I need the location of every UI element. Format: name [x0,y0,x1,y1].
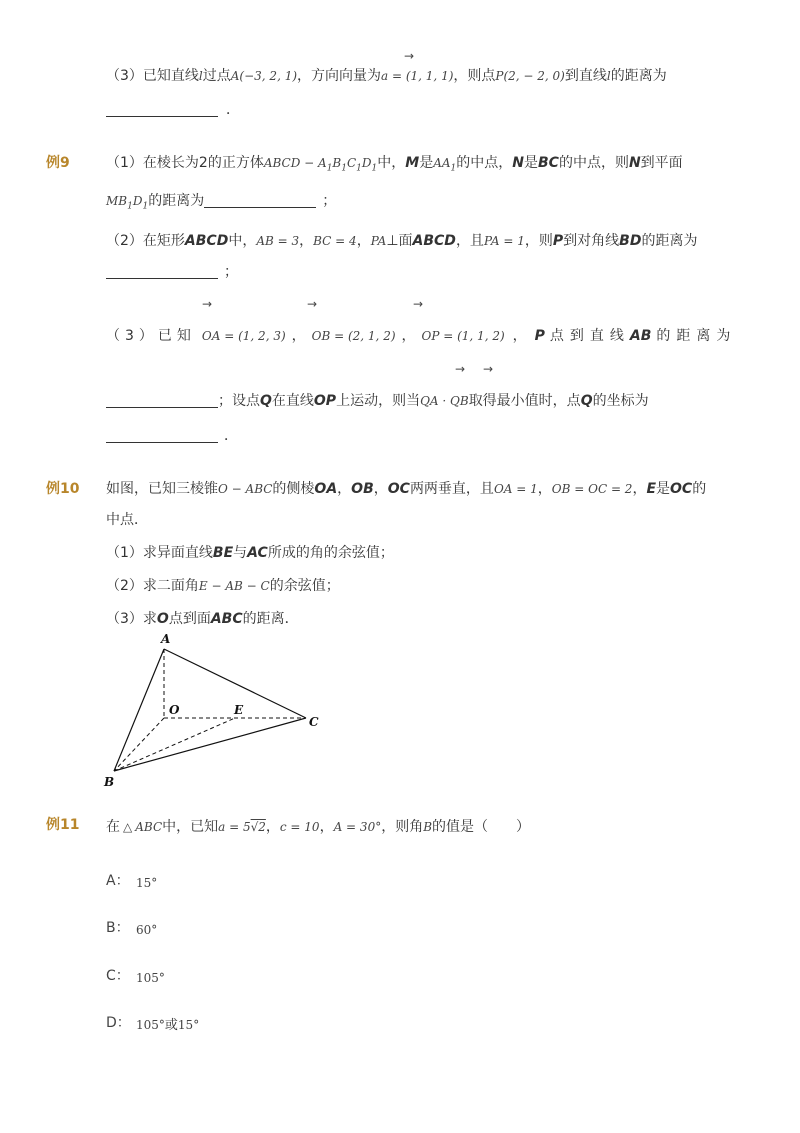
text: 到平面 [640,155,683,171]
vector-a: a = (1, 1, 1) [381,69,454,83]
edge-a-b [114,649,164,771]
line-op: OP [313,393,337,409]
pyramid-figure [100,630,330,795]
text: 是 [524,155,538,171]
option-label: B： [106,920,130,936]
text: 的中点，则 [558,155,629,171]
prev-q3-line1 [106,66,667,86]
example-10-tag: 例10 [46,481,80,497]
ex10-line1 [106,479,706,499]
point-p: P(2, − 2, 0) [495,69,565,83]
angle-a-value: A = 30° [333,820,382,834]
text: 中， [377,155,406,171]
text: 的中点， [456,155,513,171]
line-be: BE [212,545,234,561]
point-e: E [646,481,657,497]
text: 中点． [106,512,148,528]
answer-blank[interactable] [106,102,218,117]
vector-arrow-op: → [413,297,424,311]
bc-value: BC = 4 [313,234,357,248]
vector-arrow-a: → [404,49,415,63]
ex9-part3-line1 [106,326,736,346]
text: ； [322,193,337,209]
dihedral-angle: E − AB − C [198,579,270,593]
plane-mb1d1: $MB_1D_1$ [106,194,149,212]
vector-arrow-ob: → [307,297,318,311]
text: （3）已知直线 [106,68,199,84]
point-q: Q [580,393,593,409]
edge-oc: OC [670,481,693,497]
text: 的侧棱 [272,481,315,497]
text: ， [291,328,306,344]
text: ， [356,233,371,249]
vector-ob: OB = (2, 1, 2) [311,329,396,343]
edge-b-c [114,718,306,771]
text: 取得最小值时，点 [468,393,581,409]
point-a: A(−3, 2, 1) [230,69,298,83]
answer-blank[interactable] [204,193,316,208]
edge-oc: OC [387,481,410,497]
text: ， [632,481,647,497]
label-c: C [309,715,319,729]
text: 点到直线 [549,328,630,344]
text: ， [337,481,352,497]
text: 中， [228,233,257,249]
prev-q3-line2 [106,100,240,120]
text: ． [224,428,238,444]
label-o: O [169,703,180,717]
edge-bc: BC [538,155,559,171]
vector-arrow-qa: → [455,362,466,376]
text: ， [401,328,416,344]
label-e: E [234,703,244,717]
ex10-sub1: （1）求异面直线BE与AC所成的角的余弦值； [106,545,394,561]
c-value: c = 10 [279,820,320,834]
edge-aa1: $AA_1$ [433,156,457,174]
edge-ob: OB [351,481,374,497]
text: 是 [656,481,671,497]
vector-arrow-oa: → [202,297,213,311]
rect-abcd: ABCD [184,233,229,249]
text: 过点 [202,68,231,84]
ex9-part1-line2 [106,191,336,216]
option-label: D： [106,1015,131,1031]
plane-abc: ABC [210,611,243,627]
pyramid-name: O − ABC [218,482,273,496]
ob-oc-value: OB = OC = 2 [551,482,633,496]
text: ，则 [524,233,553,249]
label-b: B [104,775,115,789]
ex9-part3-line3 [106,426,238,446]
text: ， [373,481,388,497]
ex11-stem: 在 △ ABC中，已知a = 5√2，c = 10，A = 30°，则角B的值是（ ） [106,819,531,835]
triangle-symbol: △ [123,820,133,834]
option-label: C： [106,968,130,984]
text: （1）在棱长为2的正方体 [106,155,264,171]
ex9-part3-line2 [106,391,649,411]
vector-oa: OA = (1, 2, 3) [201,329,286,343]
text: ， [537,481,552,497]
text: ， [512,328,527,344]
point-q: Q [260,393,272,409]
edge-oa: OA [314,481,338,497]
ex9-part1-line1 [106,153,683,178]
example-11-tag: 例11 [46,817,80,833]
ab-value: AB = 3 [256,234,300,248]
text: ；设点 [218,393,260,409]
text: 的 [692,481,707,497]
text: 的距离为 [656,328,737,344]
line-ac: AC [247,545,268,561]
text: ，方向向量为 [297,68,382,84]
ex9-part2-line1 [106,231,697,251]
answer-blank[interactable] [106,264,218,279]
option-value: 60° [136,923,158,937]
cube-name: ABCD − $A_1B_1C_1D_1$ [263,156,378,174]
text: 上运动，则当 [336,393,421,409]
ex10-sub3: （3）求O点到面ABC的距离． [106,611,299,627]
plane-abcd: ABCD [412,233,456,249]
text: （2）在矩形 [106,233,185,249]
line-l: l [198,69,203,83]
text: 的距离为 [641,233,698,249]
text: 的距离为 [148,193,205,209]
point-n: N [512,155,524,171]
oa-value: OA = 1 [493,482,538,496]
point-n: N [628,155,641,171]
text: ⊥面 [386,233,413,249]
option-value: 105° [136,971,165,985]
text: ， [299,233,314,249]
dot-product: QA · QB [420,394,469,408]
ex10-line2 [106,510,148,530]
vector-op: OP = (1, 1, 2) [421,329,505,343]
point-p: P [534,328,545,344]
text: （3）已知 [106,328,196,344]
text: 到对角线 [563,233,620,249]
triangle-abc: ABC [135,820,163,834]
text: 如图，已知三棱锥 [106,481,218,497]
answer-blank[interactable] [106,428,218,443]
text: 是 [419,155,434,171]
text: 在直线 [271,393,314,409]
vector-arrow-qb: → [483,362,494,376]
text: ，且 [455,233,484,249]
pa-value: PA = 1 [483,234,525,248]
ex10-sub2: （2）求二面角E − AB − C的余弦值； [106,578,340,594]
edge-o-b [114,718,164,771]
example-9-tag: 例9 [46,155,70,171]
point-p: P [552,233,564,249]
point-o: O [156,611,169,627]
pa: PA [370,234,387,248]
text: 的距离为 [610,68,667,84]
line-ab: AB [629,328,652,344]
point-m: M [405,155,420,171]
label-a: A [161,632,171,646]
diagonal-bd: BD [619,233,642,249]
text: ． [226,102,240,118]
sqrt-two: √2 [250,820,266,834]
a-value: a = 5√2 [218,820,266,834]
ex9-part2-line2 [106,262,238,282]
angle-b: B [423,820,433,834]
text: 到直线 [564,68,607,84]
text: ，则点 [453,68,496,84]
answer-blank[interactable] [106,393,218,408]
option-value: 105°或15° [136,1018,200,1033]
line-l: l [606,69,611,83]
option-label: A： [106,873,130,889]
text: ； [224,264,238,280]
text: 两两垂直，且 [409,481,494,497]
option-value: 15° [136,876,158,890]
text: 的坐标为 [592,393,649,409]
